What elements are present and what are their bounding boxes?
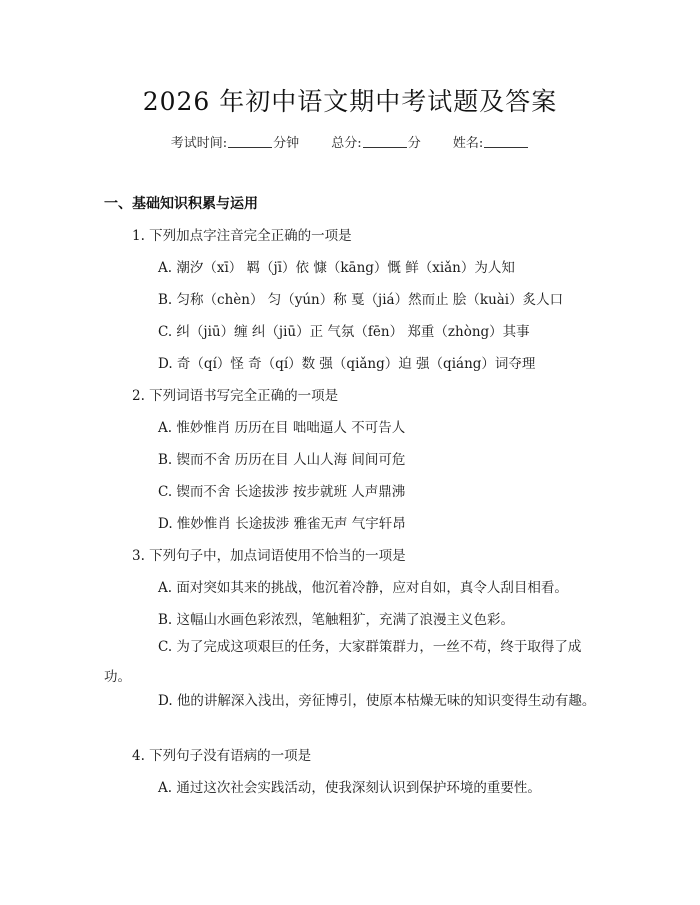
question-stem: 2. 下列词语书写完全正确的一项是 [132, 388, 339, 404]
total-score-unit: 分 [407, 136, 421, 151]
answer-option: A. 惟妙惟肖 历历在目 咄咄逼人 不可告人 [158, 420, 406, 436]
answer-option: B. 锲而不舍 历历在目 人山人海 间间可危 [158, 452, 406, 468]
student-name-label: 姓名: [452, 136, 484, 151]
answer-option: D. 奇（qí）怪 奇（qí）数 强（qiǎng）迫 强（qiáng）词夺理 [158, 356, 536, 372]
question-stem: 4. 下列句子没有语病的一项是 [132, 748, 312, 764]
answer-option: C. 纠（jiū）缠 纠（jiū）正 气氛（fēn） 郑重（zhòng）其事 [158, 324, 530, 340]
answer-option: C. 为了完成这项艰巨的任务，大家群策群力，一丝不苟，终于取得了成功。 [104, 639, 582, 685]
exam-time-blank [228, 135, 272, 148]
answer-option: A. 潮汐（xī） 羁（jī）依 慷（kāng）慨 鲜（xiǎn）为人知 [158, 260, 515, 276]
exam-time-label: 考试时间: [170, 136, 228, 151]
exam-title: 2026 年初中语文期中考试题及答案 [142, 87, 558, 116]
exam-time-unit: 分钟 [273, 136, 300, 151]
answer-option: A. 通过这次社会实践活动，使我深刻认识到保护环境的重要性。 [158, 780, 541, 796]
question-stem: 1. 下列加点字注音完全正确的一项是 [132, 228, 352, 244]
answer-option: B. 匀称（chèn） 匀（yún）称 戛（jiá）然而止 脍（kuài）炙人口 [158, 292, 564, 308]
question-stem: 3. 下列句子中，加点词语使用不恰当的一项是 [132, 548, 406, 564]
answer-option: D. 惟妙惟肖 长途拔涉 雅雀无声 气宇轩昂 [158, 516, 406, 532]
total-score-blank [363, 135, 407, 148]
section-heading: 一、基础知识积累与运用 [104, 196, 258, 212]
answer-option: D. 他的讲解深入浅出，旁征博引，使原本枯燥无味的知识变得生动有趣。 [158, 693, 596, 709]
answer-option: A. 面对突如其来的挑战，他沉着冷静，应对自如，真令人刮目相看。 [158, 580, 568, 596]
student-name-field [453, 132, 529, 151]
total-score-label: 总分: [331, 136, 362, 151]
exam-time-field [171, 132, 299, 151]
answer-option: C. 锲而不舍 长途拔涉 按步就班 人声鼎沸 [158, 484, 406, 500]
student-name-blank [484, 135, 528, 148]
answer-option: B. 这幅山水画色彩浓烈，笔触粗犷，充满了浪漫主义色彩。 [158, 612, 515, 628]
exam-info-line [0, 132, 700, 151]
total-score-field [331, 132, 420, 151]
